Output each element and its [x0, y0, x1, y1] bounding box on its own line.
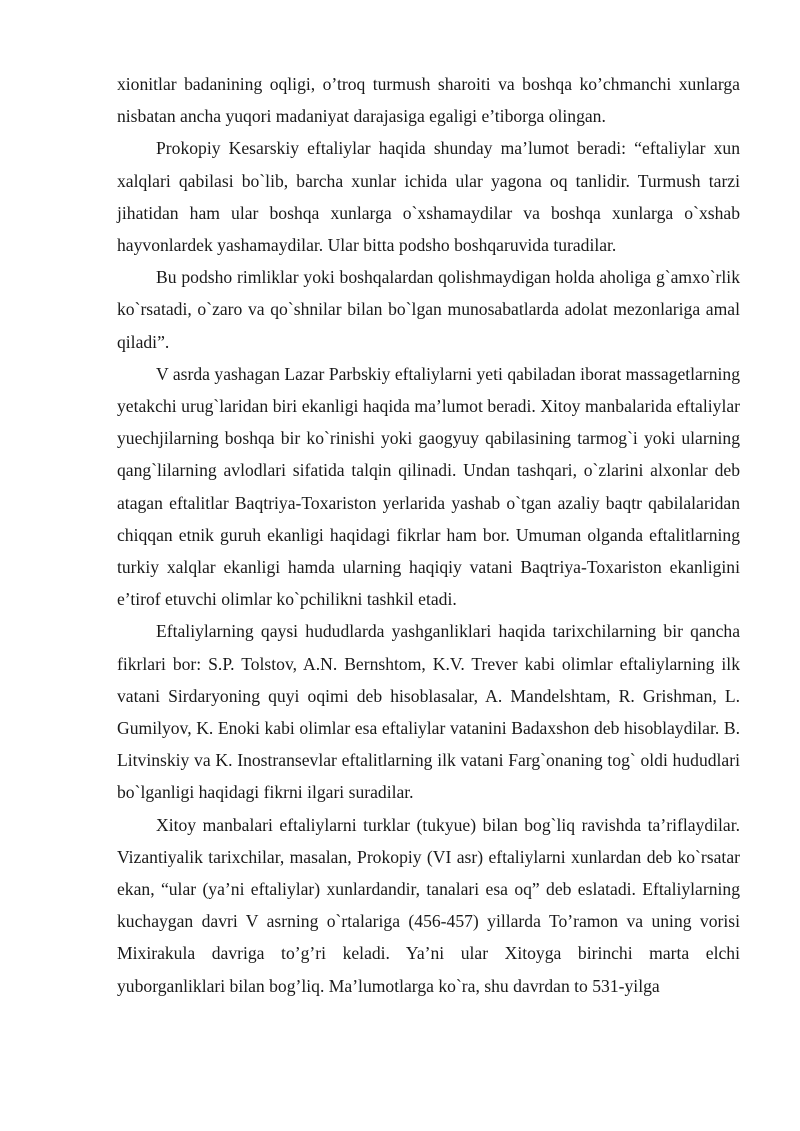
text-body — [117, 68, 740, 1002]
paragraph-6: Xitoy manbalari eftaliylarni turklar (tukyue) bilan bog`liq ravishda ta’riflaydilar. Vizantiyalik tarixchilar, masalan, Prokopiy (VI asr) eftaliylarni xunlardan deb ko`rsatar ekan, “ular (ya’ni eftaliylar) xunlardandir, tanalari esa oq” deb eslatadi. Eftaliylarning kuchaygan davri V asrning o`rtalariga (456-457) yillarda To’ramon va uning vorisi Mixirakula davriga to’g’ri keladi. Ya’ni ular Xitoyga birinchi marta elchi yuborganliklari bilan bog’liq. Ma’lumotlarga ko`ra, shu davrdan to 531-yilga — [117, 814, 740, 996]
paragraph-1: xionitlar badanining oqligi, o’troq turmush sharoiti va boshqa ko’chmanchi xunlarga nisbatan ancha yuqori madaniyat darajasiga egaligi e’tiborga olingan. — [117, 74, 740, 127]
paragraph-5: Eftaliylarning qaysi hududlarda yashganliklari haqida tarixchilarning bir qancha fikrlari bor: S.P. Tolstov, A.N. Bernshtom, K.V. Trever kabi olimlar eftaliylarning ilk vatani Sirdaryoning quyi oqimi deb hisoblasalar, A. Mandelshtam, R. Grishman, L. Gumilyov, K. Enoki kabi olimlar esa eftaliylar vatanini Badaxshon deb hisoblaydilar. B. Litvinskiy va K. Inostransevlar eftalitlarning ilk vatani Farg`onaning tog` oldi hududlari bo`lganligi haqidagi fikrni ilgari suradilar. — [117, 621, 740, 803]
paragraph-4: V asrda yashagan Lazar Parbskiy eftaliylarni yeti qabiladan iborat massagetlarning yetakchi urug`laridan biri ekanligi haqida ma’lumot beradi. Xitoy manbalarida eftaliylar yuechjilarning boshqa bir ko`rinishi yoki gaogyuy qabilasining tarmog`i yoki ularning qang`lilarning avlodlari sifatida talqin qilinadi. Undan tashqari, o`zlarini alxonlar deb atagan eftalitlar Baqtriya-Toxariston yerlarida yashab o`tgan azaliy baqtr qabilalaridan chiqqan etnik guruh ekanligi haqidagi fikrlar ham bor. Umuman olganda eftalitlarning turkiy xalqlar ekanligi hamda ularning haqiqiy vatani Baqtriya-Toxariston ekanligini e’tirof etuvchi olimlar ko`pchilikni tashkil etadi. — [117, 363, 740, 610]
paragraph-2: Prokopiy Kesarskiy eftaliylar haqida shunday ma’lumot beradi: “eftaliylar xun xalqlari qabilasi bo`lib, barcha xunlar ichida ular yagona oq tanlidir. Turmush tarzi jihatidan ham ular boshqa xunlarga o`xshamaydilar va boshqa xunlarga o`xshab hayvonlardek yashamaydilar. Ular bitta podsho boshqaruvida turadilar. — [117, 138, 740, 256]
paragraph-3: Bu podsho rimliklar yoki boshqalardan qolishmaydigan holda aholiga g`amxo`rlik ko`rsatadi, o`zaro va qo`shnilar bilan bo`lgan munosabatlarda adolat mezonlariga amal qiladi”. — [117, 267, 740, 352]
